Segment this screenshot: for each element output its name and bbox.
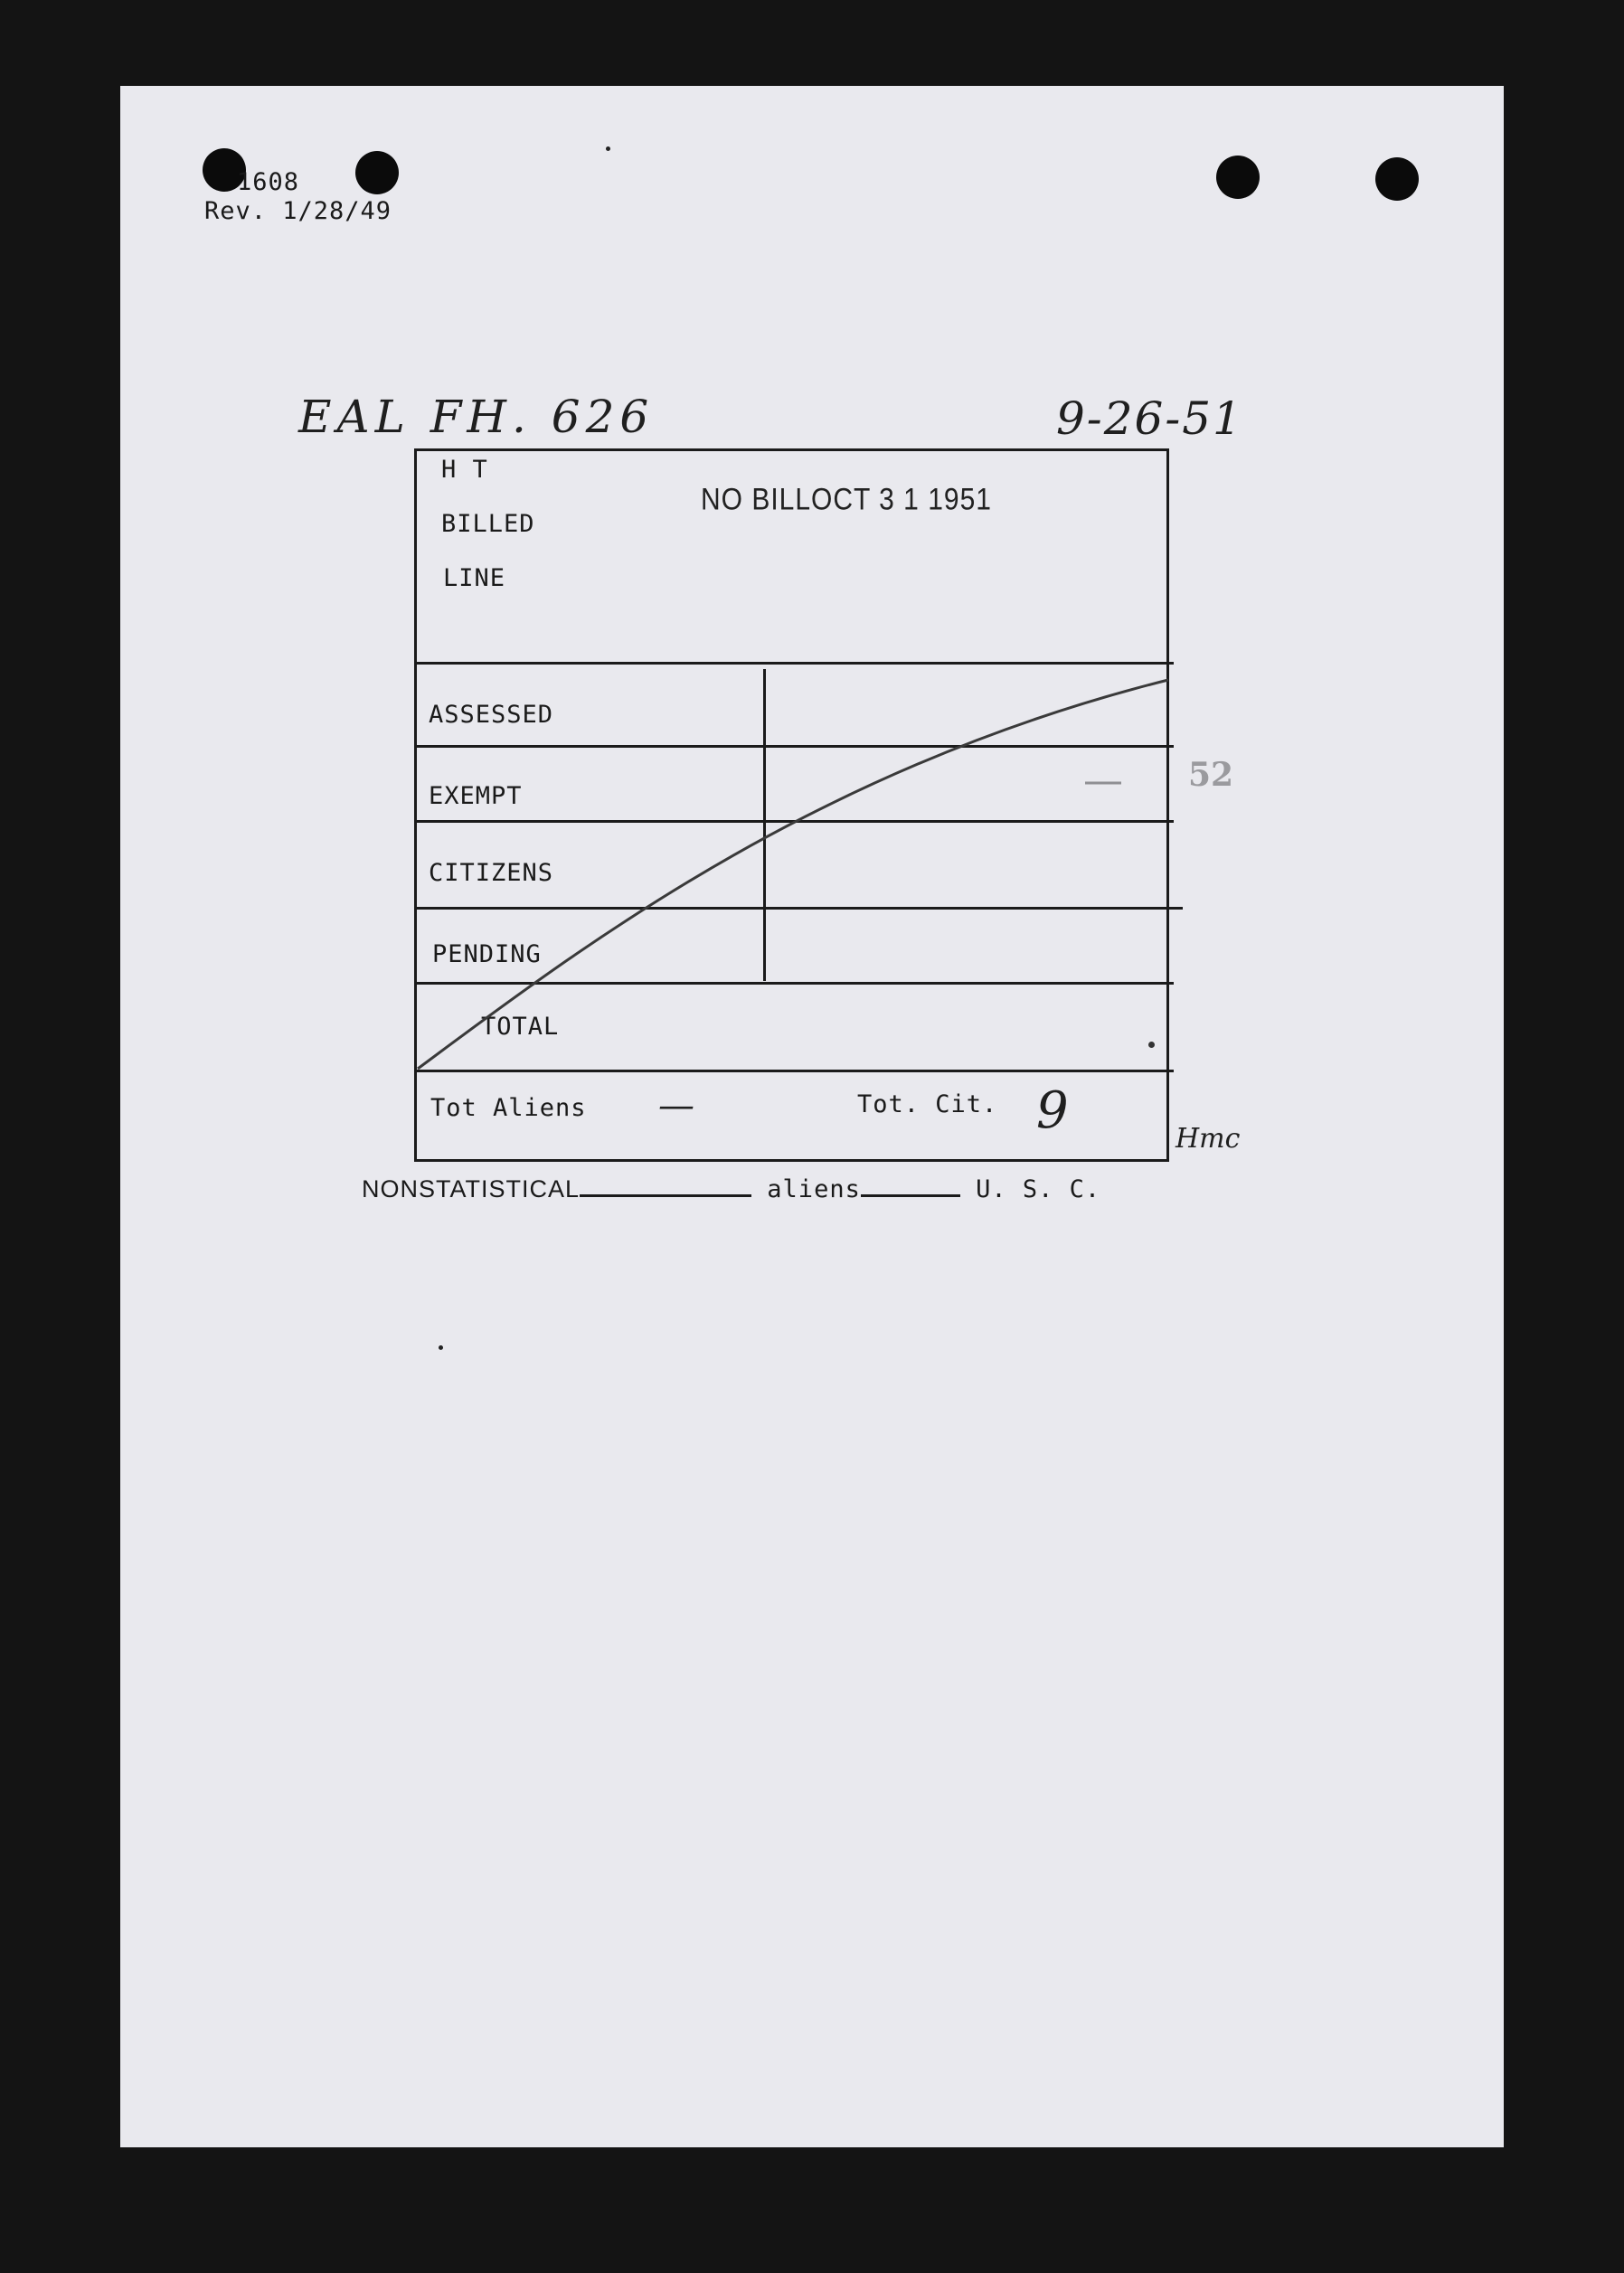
tot-cit-label: Tot. Cit.: [857, 1090, 998, 1118]
aliens-blank: [861, 1194, 960, 1197]
no-bill-date-stamp: NO BILLOCT 3 1 1951: [701, 482, 992, 517]
nonstatistical-line: [362, 1175, 1100, 1203]
row-label-pending: PENDING: [432, 940, 542, 968]
top-box-line-ht: H T: [441, 456, 488, 484]
nonstatistical-usc-label: U. S. C.: [976, 1175, 1101, 1203]
top-box-line-billed: BILLED: [441, 510, 535, 538]
handwritten-file-ref: EAL FH. 626: [298, 391, 655, 443]
nonstatistical-blank: [580, 1194, 751, 1197]
handwritten-initials: Hmc: [1176, 1123, 1241, 1155]
margin-pencil-note: 52: [1188, 756, 1234, 794]
row-label-citizens: CITIZENS: [429, 859, 554, 887]
row-label-assessed: ASSESSED: [429, 701, 554, 729]
top-box-line-line: LINE: [443, 564, 506, 592]
tot-aliens-label: Tot Aliens: [430, 1094, 587, 1122]
paper-speck: [439, 1345, 443, 1350]
handwritten-date: 9-26-51: [1056, 392, 1243, 445]
nonstatistical-label: NONSTATISTICAL: [362, 1175, 581, 1203]
form-number: 1608: [237, 168, 300, 196]
nonstatistical-aliens-label: aliens: [767, 1175, 861, 1203]
tot-cit-value: 9: [1036, 1081, 1069, 1140]
paper-speck: [606, 146, 610, 151]
tot-aliens-value: —: [658, 1085, 694, 1127]
form-revision: Rev. 1/28/49: [204, 197, 392, 225]
row-label-total: TOTAL: [481, 1013, 560, 1041]
row-label-exempt: EXEMPT: [429, 782, 523, 810]
paper-speck: [1148, 1042, 1155, 1048]
